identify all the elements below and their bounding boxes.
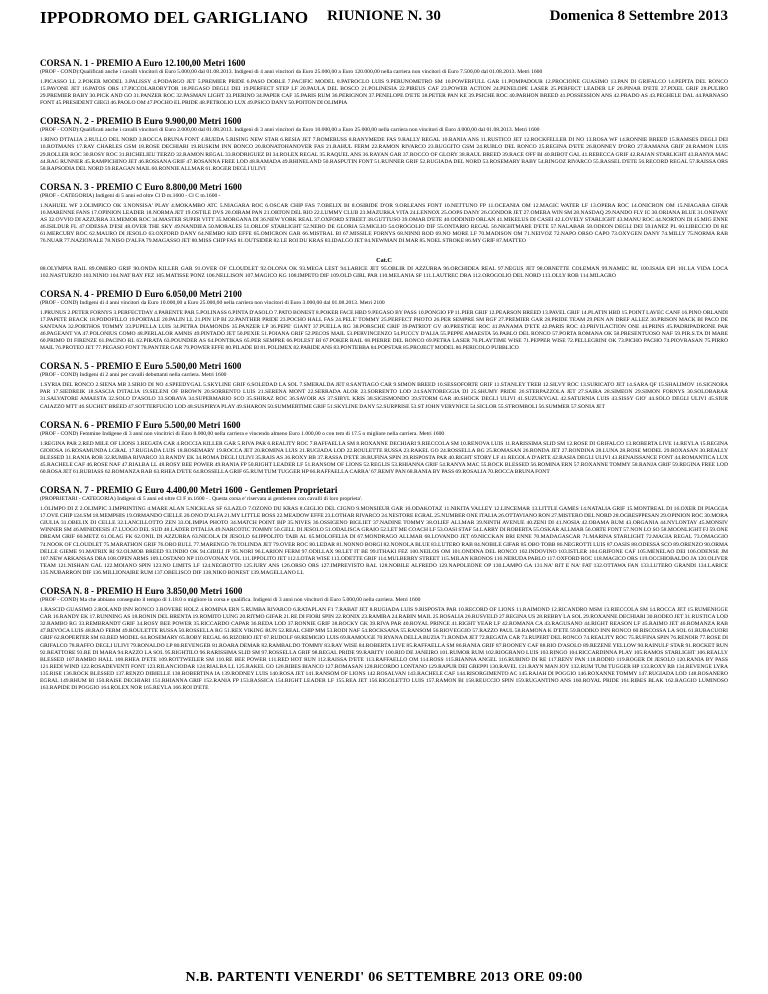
race-entries: 88.OLYMPIA RAIL 89.OMERO GRIF 90.ONDA KILLER GAR 91.OVER OF CLOUDLET 92.OLONA OK 93.MEGA LEST 94.LARICE JET 95.OBLIR DI AZZURRA 96.ORCHIDEA REAL 97.NEGUS JET 98.ORNETTE COLEMAN 99.NAMEC RL 100.ISAIA EPI 101.LA VIDA LOCA 102.NASTURZIO 103.NINIO 104.NAT RAY FEZ 105.MATISSE PONZ 106.NELLISON 107.MAGICO KG 108.IMPETO DIF 109.OLD GIRL PAR 110.MELANIA SF 111.LAUTREC DRA 112.OROGOLIO DEL NORD 113.OLLY ROB 114.MILAGRO xyxy=(40,265,728,279)
race-entries: 1.RINO D'ITALIA 2.RULLO DEL NORD 3.ROCCA BRUNA FONT 4.RUEDA 5.RISING NEW STAR 6.RESIA JET 7.ROMERUSS 8.RANYMEDE FAS 9.RALLY REGAL 10.RANIA ANS 11.RUSTICO JET 12.ROCKFELLER DI NO 13.ROSA WF 14.RONNIE BREED 15.RAMSES DEGLI DEI 16.ROTMANS 17.RAY CHARLES GSM 18.ROSE DECHIARI 19.RUSKIM INN BONCO 20.RONATOHANOVER FAS 21.RAHUL FERM 22.RAMON RIVARCO 23.RUGGITO GSM 24.RUBLO DEL RONCO 25.REGINA D'ETE 26.RONNEY D'ORO 27.RAMANA GRIF 28.RAMON LUIS 29.ROLLER ROC 30.ROSY ROC 31.RICHELIEU TERZO 32.RAMON REGAL 33.RODRIGUEZ BI 34.ROLEX REGAL 35.RAQUEL ANS 36.RAYAN GAR 37.ROCCO OF GLORY 38.RAUL BREED 39.RACE OFF BI 40.RIBOT GAL 41.REBECCA GRIF 42.RAJAN STARLIGHT 43.RANYA MAC 44.RAG RUNNER 45.RAMPICHINO JET 46.ROSSANA GRIF 47.ROSANNA FREE LOD 48.RAMADA 49.RHINELAND 50.RASPUTIN FONT 51.RUNNER GRIF 52.RUGIADA DEL NORD 53.ROSEMARY BABY 54.RINGOZ RIVARCO 55.RASSEL D'ETE 56.RECORD REGAL 57.RAISSA ORS 58.RAPSODIA DEL NORD 59.REAGAN MAIL 60.RONNIE ALLMAR 61.ROGER DEGLI ULIVI xyxy=(40,137,728,172)
race-title: CORSA N. 3 - PREMIO C Euro 8.800,00 Metri 1600 xyxy=(40,181,242,192)
race-2 xyxy=(40,116,728,172)
race-entries: 1.OLIMPO DI Z 2.OLIMPIC 3.IMPRINTING 4.MARE ALAN 5.NICKLAS SF 6.LAZLO 7.OZONO DU KRAS 8.GIGLIO DEL CIGNO 9.MONSIEUR GAR 10.ODAKOTAZ 11.NIKITA VALLEY 12.LINCEMAR 13.LITTLE GAMES 14.NATALIA GRIF 15.MONTREAL DI 16.OXER DI PIAGGIA 17.OVE CHIP 124.SM 18.MEMPHIS 19.ORMANDO CIELLE 20.ONO D'ALFA 21.MY LITTLE BOSS 22.MEADOW EFFE 23.LOTHAR RIVARCO 24.NESTORE EGRAL 25.NUMBER ONE ITALIA 26.OTTAVIANO RON 27.MISTERO DEL NORD 28.OGRESPPESAN 29.OPINION ROC 30.MORA GIULIA 31.OBELIX DI CELLE 32.LANCILLOTTO ZEN 33.OLIMPIA PHOTO 34.MATCH POINT BIP 35.NIVES 36.OSSIGENO BIGLIET 37.NADINE TOMMY 38.OLIEF ALLMAR 39.NINTH AVENUE 40.ZENI DI 41.NOSIA 42.OBAMA RUM 43.ORGANIA 44.NYLONTAY 45.MONSIV WINNER SM 46.MINIDIESIS 47.LUOGO DEL SUD 48.LADER D'ITALIA 49.NARCOTIC TOMMY 50.GELL DI JESOLO 51.ODALISCA GRAIO 52.LET ME COACH LF 53.OASI STAF 54.LARRY DI ROBERTA 55.OSKAR ALLMAR 56.ORTE FONT 57.NON LO SO 58.MOONLIGHT FJ 59.ONE DREAM GRIF 60.METZ 61.OLAG FK 62.ONIL DI AZZURRA 63.NICOLA DI JESOLO 64.IPPOLITO TAIB AL 65.MOLOFELIA DI 67.MONDRAGO ALLMAR 68.LOVANDO JET 69.NICCKAN BRI ENNE 70.MADAGASCAR 71.MARINA STARLIGHT 72.MAGIA REGAL 73.OMAGGIO 74.NOOK OF CLOUDLET 75.MARATHON GRIF 76.ORO BULL 77.MARENGO 78.TOLINDA JET 79.OVER ROC 80.LEDAR 81.NONNO BORGI 82.NONOLA BLUE 83.LUTERO RAB 84.NOBILE GIFAR 85.OBO TOBB 86.NEGROTTI LUIS 87.OASIS 88.ODESSA SCO 89.ORENZO 90.ORMA DELLE GIEME 91.MATRIX RI 92.OLMOB BREED 93.INDIO OK 94.GIBILI JF 95.NORI 96.LARION FERM 97.ODILLAX 98.LET IT BE 99.ITHAKI FEZ 100.NEILOS OM 101.ONDINA DEL RONCO 102.INDOVINO 103.ISTLER 104.GRIFONE CAF 105.MENELAO DEI 106.ODENSE JM 107.NEW ARKANSAS DRA 108.OPEN ARMS 109.LOSTANO NP 110.OVONAX VOL 111.IPPOLITO JET 112.LOTAR WISE 113.ODETTE GRIF 114.MULBERRY STREET 115.MILAN KRONOS 116.NERUDA PABLO 117.OXFORD ROC 118.MAGICO ORS 119.OCCHIOBALDO JA 120.OLIVER TEAM 121.NISHAN GAL 122.MOIANO SPIN 123.NO LIMITS LF 124.NEGROTTO 125.IURY ANS 126.ORSO ORS 127.IMPREVISTO RAL 128.NOBILE ALFREDO 129.NAPOLEONE OP 130.LAMPO GA 131.NA' RIT E NA' FAT 132.OTTAWA FAN 133.LUTERO GRANDI 134.LARICE 135.NUBARRON DIF 136.MILLIONAIRE RUM 137.OBELISCO DIF 138.NIKO BONEST 139.MAGELLANO LL xyxy=(40,506,728,576)
page-header xyxy=(40,8,728,30)
race-entries: 1.SYRIA DEL RONCO 2.SIENA MB 3.SIRIO DI NO 4.SPEEDYGAL 5.SKYLINE GRIF 6.SOLEDAD LA SOL 7.SMERALDA JET 8.SANTIAGO CAR 9.SIMON BREED 10.SESSOFORTE GRIF 11.STANLEY TREB 12.SILVY ROC 13.SURICATO JET 14.SARA QF 15.SHALIMOV 16.SIGNORA PAR 17.SIEDREIK 18.SASCIA D'ITALIA 19.SELENI OF BROWN 20.SORRENTO LUIS 21.SERENA MONT 22.SERRADA ALOR 23.SORRENTO LOD 24.SANTOREGGIA DI 25.SHUMY PRIDE 26.STERPAZZOLA JET 27.SAIRA 28.SIMEON 29.SIMON FORNYS 30.SOLOBARAR 31.SALVATORE AMAESTA 32.SOLO D'ASOLO 33.SORAYA 34.SUPERMARIO SCO 35.SHIRAZ ROC 36.SAVOIR AS 37.SIBYL KRIS 38.SIGISMONDO 39.STORM GAR 40.SHOCK DEGLI ULIVI 41.SUZUKYGAL 42.SATURNIA LUIS 43.SISSY GIO' 44.SOLO DEGLI ULIVI 45.SIUR CAIAZZO MTT 46.SUCHET BREED 47.SOTTERFUGIO LOD 48.SUSPIRYA PLAY 49.SHARON 50.SUMMERTIME GRIF 51.SKYLINE DANY 52.SURPRISE 53.ST JOHN VERYNICE 54.SICLOR 55.STROMBOLI 56.SUMMER 57.SONIA JET xyxy=(40,382,728,410)
footer-note: N.B. PARTENTI VENERDI' 06 SETTEMBRE 2013 ORE 09:00 xyxy=(185,970,583,985)
race-conditions: (PROF - COND):Qualificati anche i cavalli vincitori di Euro 5.000,00 dal 01.08.2013. Indigeni di 4 anni vincitori da Euro 25.000,00 a Euro 120.000,00 nella carriera non vincitori di Euro 7.500,00 dal 01.08.2013. Metri 1600 xyxy=(40,69,543,75)
race-8 xyxy=(40,586,728,692)
race-title: CORSA N. 5 - PREMIO E Euro 5.500,00 Metri 1600 xyxy=(40,361,242,372)
race-conditions: (PROF - COND) Femmine Indigene di 3 anni non vincitrici di Euro 8.000,00 nella carriera e vincendo almeno Euro 1.000,00 o con tem di 17.5 o migliore nella carriera. Metri 1600 xyxy=(40,430,445,437)
race-title: CORSA N. 2 - PREMIO B Euro 9.900,00 Metri 1600 xyxy=(40,116,242,127)
race-1 xyxy=(40,58,728,107)
meeting-date: Domenica 8 Settembre 2013 xyxy=(549,8,728,24)
race-conditions: (PROPRIETARI - CATEGORIA) Indigeni di 5 anni ed oltre Cl F m.1600 - . Questa corsa e' riservata ai gentlemen con cavalli di loro proprieta'. xyxy=(40,496,363,503)
race-title: CORSA N. 8 - PREMIO H Euro 3.850,00 Metri 1600 xyxy=(40,586,243,597)
race-conditions: (PROF - COND) Indigeni di 4 anni vincitori da Euro 10.000,00 a Euro 25.000,00 nella carriera non vincitori di Euro 3.000,00 dal 01.08.2013. Metri 2100 xyxy=(40,299,385,306)
race-entries: 1.PICASSO LL 2.POKER MODEL 3.PALISSY 4.PODARGO JET 5.PREMIER PRIDE 6.PASO DOBLE 7.PACIFIC MODEL 8.PATROCLO LUIS 9.PERUNOMETRO SM 10.POWERFULL GAR 11.POMPADOUR 12.PROCIONE GUASIMO 13.PAN DI GRIFALCO 14.PEPITA DEL RONCO 15.PAVONE JET 16.PATOS ORS 17.PICCOLAROBYTOR 18.PEGASO DEGLI DEI 19.PERFECT STEP LF 20.PAULA DEL BOSCO 21.POLINESIA 22.PIREUS CAF 23.POWER ACTION 24.PENELOPE LASER 25.PERFECT LEADER LF 26.PINAR D'ETE 27.PIXEL GRIF 28.PULIRO 29.PREMIER BABY 30.PICK AND GO 31.PANZER ROC 32.PASMAN LIGHT 33.PIERINO 34.PAPER CAF 35.PARIS RUM 36.PERIGNON 37.PENELOPE D'ETE 38.PETER PAN KE 39.PSICHE ROC 40.PARHON BREED 41.POSSESSION ANS 42.PRADO AS 43.PEGHELE DAL 44.PARNASO FONT 45.PRESIDENT GIEGI 46.PAOLO OM 47.POCHO EL PRIDE 48.PETROLIO LUX 49.PSICO DANY 50.POITON DI OLIMPIA xyxy=(40,79,728,107)
race-list xyxy=(40,58,728,964)
race-5 xyxy=(40,361,728,410)
racecourse-name: IPPODROMO DEL GARIGLIANO xyxy=(40,8,309,27)
race-entries: 1.REGINA PAR 2.RED MILE OF LIONS 3.REGATA CAR 4.ROCCIA KILLER GAR 5.RIVA PAR 6.REALITY ROC 7.RAFFAELLA SM 8.ROXANNE DECHIARI 9.RIECCOLA SM 10.RENOVA LUIS 11.RARISSIMA SLID SM 12.ROSE DI GRIFALCO 13.ROBERTA LIVE 14.REYLA 15.REGINA GIOIOSA 16.ROSAMUNDA LGRAL 17.RUGIADA LUIS 18.ROSEMARY 19.ROCCA JET 20.ROMINA LUIS 21.RUGIADA LOD 22.ROULETTE RUSSA 23.RAKEL GO 24.ROSSELLA BG 25.ROMASAN 26.RONDA JET 27.RONDINA 28.LUNA 28.ROSE MODEL 29.ROXASAN 30.REALLY BLESSED 31.RANIA ROB 32.RUMBA RIVARCO 33.RANDY EK 34.ROMA DEGLI ULIVI 35.RAIS AS 36.ROXY BB 37.RASSA D'ETE 38.RUFINA SPIN 39.RISPOSTA PAR 40.RIGHT STORY LF 41.REGOLA D'ARTE 42.RASIA DEGLI ULIVI 43.RENAISSANCE FONT 44.ROMANTICA LUX 45.RACHELE CAF 46.ROSE NAF 47.RIALBA LL 48.ROSY BEE POWER 49.RANIA FP 50.RIGHT LEADER LF 51.RANSOM OF LIONS 52.REGLIS 53.RHIANNA GRIF 54.RANYA MAC 55.ROCK BLESSED 56.ROMINA ERN 57.ROXANNE TOMMY 58.RANJA GRIF 59.REGINA FREE LOD 60.ROSA JET 61.RUBIASS 62.ROMANZA RAB 63.RHEA D'ETE 64.ROSSELLA GRIF 65.RUM TUM TUGGER HP 66.RAFFAELLA CARRA' 67.REMY PAN 68.RANIA BY PASS 69.ROSALIA 70.ROCCA BRUNA FONT xyxy=(40,440,728,475)
race-conditions: (PROF - COND) Indigeni di 2 anni per cavalli debuttanti nella carriera. Metri 1600 xyxy=(40,372,227,379)
race-4 xyxy=(40,289,728,353)
race-title: CORSA N. 4 - PREMIO D Euro 6.050,00 Metri 2100 xyxy=(40,288,242,299)
race-entries: 1.RASCID GUASIMO 2.ROLAND INN RONCO 3.ROVERE HOLZ 4.ROMINA ERN 5.RUMBA RIVARCO 6.RATAPLAN F1 7.RABAT JET 8.RUGIADA LUIS 9.RISPOSTA PAR 10.RECORD OF LIONS 11.RAIMOND 12.RICANDRO MSM 13.RIECCOLA SM 14.ROCCA JET 15.RUMENIGGE CAR 16.RANDY EK 17.RUNNING AS 18.RONIN DEL BRENTA 19.ROMITO LUNG 20.RITMO GIFAR 21.RE DI FIORI SPIN 22.RONIX 23.RAMIRA 24.RABIN MAIL 25.ROSALIA 26.RUSVELD 27.REGINA US 28.REBBY LA SOL 29.ROXANNE DECHIARI 30.RODEO JET 31.RUSTICA LOD 32.RAMBO RG 33.REMBRANDT GRIF 34.ROSY BEE POWER 35.RICCARDO CAPAR 36.REDA LOD 37.RONNIE GRIF 38.ROCKY GK 39.RIVA PAR 40.ROYAL PRINCE 41.RIGHT YEAR LF 42.ROMANA CA 43.RAGUSANO 44.RIGHT REASON LF 45.RAIMO JET 46.ROMANZA RAB 47.REVOCA LUIS 48.RAO FERM 49.ROULETTE RUSSA 50.ROSSELLA RG 51.REX VIKING RUN 52.REAL CHIP MM 53.RODI NAF 54.ROCKSANA 55.RANSOM 56.RIOVEGGIO 57.RAZZO PAUL 58.RAMONA K D'ETE 59.RODIKO INN RONCO 60.RISCOSSA LA SOL 61.RUBACUORI GRIF 62.ROPERTER SM 63.RED MODEL 64.ROSEMARY 65.ROBY REGAL 66.RIZOBIO JET 67.RUDOLF 68.REMIGIO LUIS 69.RAMOUGE 70.RYANA DELLA BUZIA 71.RONDA JET 72.REGATA CAR 73.RUPERT DEL RONCO 74.REALITY ROC 75.RUFINA SPIN 76.RENOIR 77.ROSE DI GRIFALCO 78.RAFFO DEGLI ULIVI 79.RONALDO LP 80.REVENGER 81.ROARA DEMAR 82.RAMBALDO TOMMY 83.RAY WISE 84.ROBERTA LIVE 85.RAFFAELLA SM 86.RANIA GRIF 87.ROONEY CAF 88.RIO D'ASOLO 89.REZENE YELLOW 90.RAINULF STAR 91.ROCKET RUN 92.REATTORE 93.RE DI MARA 94.RAZZO LA SOL 95.RIGHTILO 96.RARISSIMA SLID SM 97.ROSSELLA GRIF 98.REGAL PRIDE 99.RARITY 100.RIO DE JANEIRO 101.RUMOR RUM 102.RIOGRANO LUIS 103.RINGO 104.RICCARDINNA PLAY 105.RAMOS STARLIGHT 106.REALLY BLESSED 107.RAMBO HALL 108.RHEA D'ETE 109.ROTTWEILER SM 110.RE BEE POWER 111.RED HOT RUN 112.RAISSA D'ETE 113.RAFFAELLO OM 114.ROSS 115.RIANNA ANGEL 116.RUBINO DI RE 117.RENY PAN 118.RODIO 119.ROGER DI JESOLO 120.RANIA BY PASS 121.REDI WIND 122.ROSADEVENTI FONT 123.RILANCIODAR 124.RIALBA LL 125.RAKEL GO 126.RIBES BIANCO 127.ROMASAN 128.RICORDO LONTANO 129.RAPUR DEI GREPPI 130.RAVEL 131.RAYN MAN JOY 132.RUM TUM TUGGER HP 133.ROXY RB 134.REVENGE LYRA 135.RISE 136.ROCK BLESSED 137.RENZO DIBIELLE 138.ROBERTINA IA 139.RODNEY LUIS 140.ROSA JET 141.RANSOM OF LIONS 142.ROSALVAN 143.RACHELE CAF 144.RISORGIMENTO AC 145.RAJAH DI POGGIO 146.ROXANNE TOMMY 147.RUGIADA LOD 148.ROSANERO EGRAL 149.RHUM BI 150.RAISE DECHIARI 151.RHIANNA GRIF 152.RANIA FP 153.RASSICA 154.RIGHT LEADER LF 155.REA JET 156.RIGOLETTO LUIS 157.RAMON BI 158.REUCCIO SPIN 159.RUGANTINO ANS 160.ROYAL PRIDE 161.RIBES BLAK 162.RAGGIO LUMINOSO 163.RAPIDE DI POGGIO 164.ROLEX NOR 165.REYLA 166.ROI D'ETE xyxy=(40,607,728,692)
race-conditions: (PROF - COND) Ma che abbiano conseguito il tempo di 1.18.0 o migliore in corsa e qualifica. Indigeni di 3 anni non vincitori di Euro 5.000,00 nella carriera. Metri 1600 xyxy=(40,597,421,604)
race-title: CORSA N. 6 - PREMIO F Euro 5.500,00 Metri 1600 xyxy=(40,419,241,430)
race-title: CORSA N. 7 - PREMIO G Euro 4.400,00 Metri 1600 - Gentlemen Proprietari xyxy=(40,485,338,496)
race-6 xyxy=(40,420,728,476)
meeting-number: RIUNIONE N. 30 xyxy=(327,8,441,24)
race-conditions: (PROF - COND):Qualificati anche i cavalli vincitori di Euro 2.000,00 dal 01.08.2013. Indigeni di 3 anni vincitori da Euro 10.000,00 a Euro 25.000,00 nella carriera non vincitori di Euro 4.000,00 dal 01.08.2013. Metri 1600 xyxy=(40,127,540,134)
race-entries: 1.PRUNUS 2.PETER FORNYS 3.PERFECTDAY 4.PARENTE PAR 5.POLINASS 6.PINTA D'ASOLO 7.PATO BONEST 8.POKER FACE HBD 9.PEGASO BY PASS 10.PONGIO FP 11.PIER GRIF 12.PEARSON BREED 13.PAVEL GRIF 14.PLATIN HBD 15.POINT LAVEC CANF 16.PINO ORLANDI 17.PAPETE BEACK 18.PODOFILLO 19.PORTALE 20.PALIN LL 21.PIN UP BI 22.PANTHER PRIDE 23.POCHO HALL FAS 24.PELE' TOMMY 25.PERFECT PHOTO 26.PER SEMPRE SM RGF 27.PREMIER GAR 28.PRIDE TEAM 29.PEN AN DREF ALLEZ 30.PRISON MACK BI PACO DE SANTANA 32.PORTHOS TOMMY 33.PUPELLA LUIS 34.PETRA DIAMONDS 35.PANZER LP 36.PEPE' GIANT 37.PUELLA RG 38.PORSCHE GRIF 39.PATRIOT GV 40.PRESTIGE ROC 41.PANAMA D'ETE 42.PARIS ROC 43.PRIVILACTION ONE 44.PRINS 45.PADRIPADRONE PAR 46.PAGEANT VA 47.POLONIUS COMO 48.PERLALOR AMNIS 49.PINTADO JET 50.PEXIE 51.POIANA GRIF 52.PECOS MAIL 53.PERVINCENZO 54.PUCCY D'ALIA 55.PEPPE AMAESTA 56.PABLO DEL RONCO 57.PORTA ROMANA OK 58.PRESENTUOSO NAF 59.PIR.S.TA DI MARE 60.PRIMO DI FIRENZE 61.PACINO RL 62.PIRATA 63.POUNDER AS 64.PONTIKAS 65.PER SEMPRE 66.POLEST BI 67.POKER RAIL 68.PIERRE DEL RONCO 69.PETRA LASER 70.PLAYTIME WISE 71.PEPPER WISE 72.PELLEGRINI OK 73.PICHO PACHO 74.PIOVRASAN 75.PIRRO MAIL 76.PROTEO JET 77.PEGASO FONT 78.PANTER GAR 79.POWER EFFE 80.PILADE BI 81.POLIMEX 82.PARIDE ANS 83.PONTEBBA 84.POPSTAR 85.PROJECT MODEL 86.PERICOLO PUBBLICO xyxy=(40,309,728,352)
race-3 xyxy=(40,182,728,246)
race-conditions: (PROF - CATEGORIA) Indigeni di 5 anni ed oltre Cl D m.1600 - Cl C m.1600 - xyxy=(40,192,221,199)
race-entries: 1.NAHUEL WF 2.OLIMPICO OK 3.NONSISA' PLAY 4.MOKAMBO ATC 5.NIAGARA ROC 6.OSCAR CHIP FAS 7.OBELIX BI 8.OSIRIDE D'OR 9.ORLEANS FONT 10.NETTUNO FP 11.OCEANIA OM 12.MAGIC WATER LF 13.OPERA ROC 14.ONICRON OM 15.NIAGARA GIFAR 16.MARENNE FANS 17.OPINION LEADER 18.NORMA JET 19.OSTILE DVS 20.OIRAM PAN 21.ORTON DEL RIO 22.LUMMY CLUB 23.MAZURKA VITA 24.LENNOX 25.OOPS DANY 26.GONDOR JET 27.OMERA WIN SM 28.NASDAQ 29.NANDO FLY IC 30.ORIANA BLUE 31.ONEWAY AS 32.OVVIO DI AZZURRA 33.MEMOR ROC 34.MASTER SUPER VITT 35.MORGANA DI 36.NEW YORK REAL 37.OXFORD STREET 38.GUTTUSO 39.OMAR D'ETE 40.ODDINID ORLAN 41.MIKELUS DI CASEI 42.LOVELY STARLIGHT 43.MANU ROC 44.NORTON DI 45.MIG ENNE 46.ISILDUR FL 47.ODESSA D'ESI 48.OVER THE SKY 49.NANDIEA 50.MORALES 51.ORLOF STARLIGHT 52.NERO DE GLORIA 53.MIGLIO 54.OROGOLIO DIF 55.ONTARIO REGAL 56.NIGHTMARE D'ETE 57.NALABAR 58.ODEON DEGLI DEI 59.IANEZ PL 60.LIBECCIO DI RE 61.MERCURY ROC 62.MAURO DI JESOLO 63.OXFORD DANY 64.NEMBO KID EFFE 65.OMICRON GAR 66.MISTRAL BI 67.MISSILE FORNYS 68.NINNI ROD 69.NO MORE LF 70.MADISON OM 71.NEIVOZ 72.NAPO ORSO CAPO 73.OXYGEN DANY 74.MILLY 75.NORMA RAB 76.NUAR 77.NAZIONALE 78.NISO D'ALFA 79.MAGASSO JET 80.MISS CHIP FAS 81.OUTSIDER 82.LE ROI DU KRAS 83.IDALGO JET 84.NEWMAN DI MAR 85.NOEL STROKE 86.MY GRIF 87.MATTEO xyxy=(40,202,728,245)
race-7 xyxy=(40,485,728,577)
category-heading: Cat.C xyxy=(376,257,392,265)
race-title: CORSA N. 1 - PREMIO A Euro 12.100,00 Metri 1600 xyxy=(40,58,246,68)
race-3-category-c xyxy=(40,257,728,279)
